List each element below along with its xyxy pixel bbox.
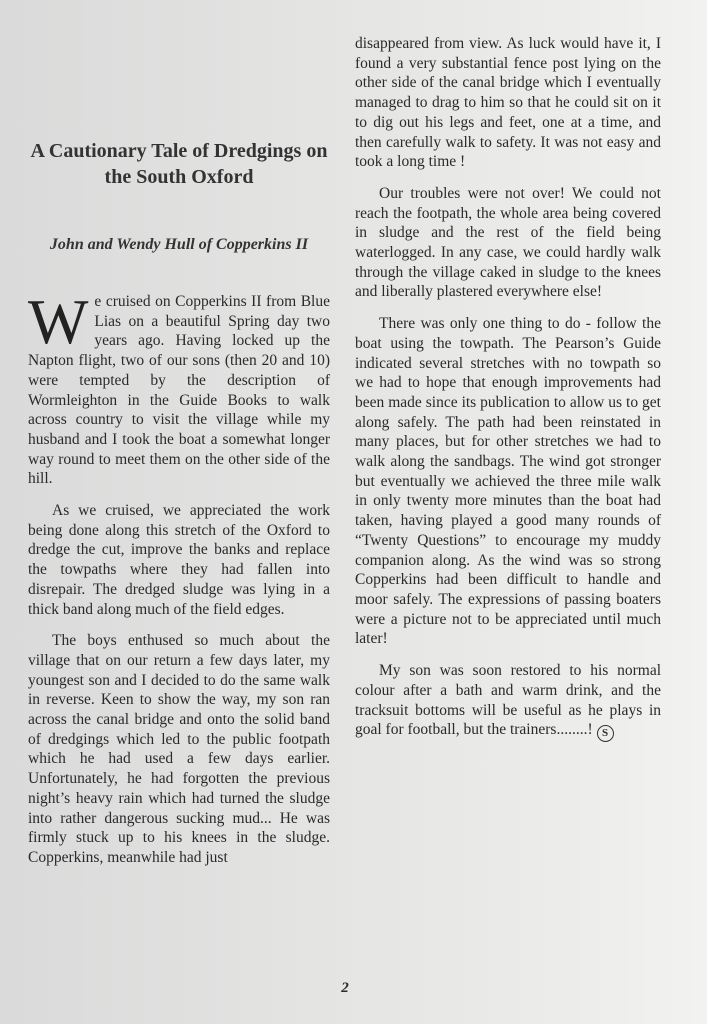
paragraph: As we cruised, we appreciated the work being done along this stretch of the Oxford to dredge the cut, improve the banks and replace the towpaths where they had fallen into disrepair. The dredged sludge was lying in a thick band along much of the field edges. (28, 502, 330, 618)
paragraph: disappeared from view. As luck would have it, I found a very substantial fence post lying on the other side of the canal bridge which I eventually managed to drag to him so that he could sit on it to dig out his legs and feet, one at a time, and then carefully walk to safety. It was not easy and took a long time ! (355, 35, 661, 171)
article-title: A Cautionary Tale of Dredgings on the South Oxford (30, 140, 328, 188)
byline: John and Wendy Hull of Copperkins II (49, 236, 309, 253)
right-column (355, 34, 661, 754)
paragraph: The boys enthused so much about the village that on our return a few days later, my youngest son and I decided to do the same walk in reverse. Keen to show the way, my son ran across the canal bridge and onto the solid band of dredgings which led to the public footpath which he had used a few days earlier. Unfortunately, he had forgotten the previous night’s heavy rain which had turned the sludge into rather dangerous sucking mud... He was firmly stuck up to his knees in the sludge. Copperkins, meanwhile had just (28, 632, 330, 866)
paragraph-text: e cruised on Copperkins II from Blue Lias on a beautiful Spring day two years ago. Having locked up the Napton flight, two of our sons (then 20 and 10) were tempted by the description of Wormleighton in the Guide Books to walk across country to visit the village while my husband and I took the boat a somewhat longer way round to meet them on the other side of the hill. (28, 293, 330, 488)
paragraph: There was only one thing to do - follow the boat using the towpath. The Pearson’s Guide indicated several stretches with no towpath so we had to hope that enough improvements had been made since its publication to allow us to get along safely. The path had been reinstated in many places, but for other stretches we had to walk along the sandbags. The wind got stronger but eventually we achieved the three mile walk in only twenty more minutes than the boat had taken, having played a good many rounds of “Twenty Questions” to encourage my muddy companion along. As the wind was so strong Copperkins had been difficult to handle and moor safely. The expressions of passing boaters were a picture not to be appreciated until much later! (355, 315, 661, 648)
paragraph (28, 286, 330, 489)
page-number: 2 (341, 980, 349, 996)
paragraph (355, 661, 661, 742)
drop-cap: W (28, 286, 89, 357)
society-logo-icon: S (597, 725, 614, 742)
left-column (28, 286, 330, 880)
paragraph-text: My son was soon restored to his normal colour after a bath and warm drink, and the tracksuit bottoms will be useful as he plays in goal for football, but the trainers........! (355, 662, 661, 739)
paragraph: Our troubles were not over! We could not reach the footpath, the whole area being covered in sludge and the rest of the field being waterlogged. In any case, we could hardly walk through the village caked in sludge to the knees and liberally plastered everywhere else! (355, 184, 661, 301)
